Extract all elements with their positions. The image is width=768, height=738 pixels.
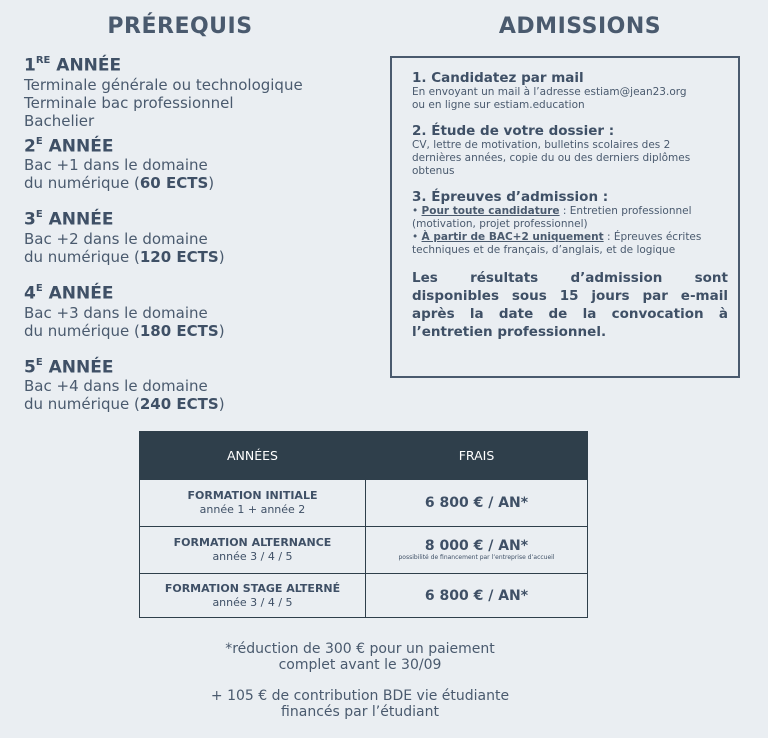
formation-name: FORMATION STAGE ALTERNÉ	[164, 581, 341, 595]
table-row	[140, 574, 588, 618]
price-cell	[366, 480, 588, 527]
year-3-line: Bac +2 dans le domaine	[24, 229, 208, 248]
step-3-bullet: • À partir de BAC+2 uniquement : Épreuves écrites	[412, 231, 702, 243]
fees-header-row	[140, 432, 588, 480]
formation-years: année 3 / 4 / 5	[212, 550, 293, 563]
admission-results-note: Les résultats d’admission sont disponibles sous 15 jours par e-mail après la date de la convocation à l’entretien professionnel.	[412, 270, 728, 340]
year-3-line: du numérique (120 ECTS)	[24, 247, 225, 266]
step-2-title: 2. Étude de votre dossier :	[412, 123, 615, 139]
year-1-line: Bachelier	[24, 111, 95, 130]
price-value: 6 800 € / AN*	[424, 495, 529, 511]
step-3	[412, 189, 728, 257]
step-3-title: 3. Épreuves d’admission :	[412, 189, 609, 205]
step-1-text: ou en ligne sur estiam.education	[412, 99, 585, 111]
year-5-heading: $5^E$ ANNÉE	[24, 356, 114, 378]
year-4-block	[24, 280, 364, 340]
price-cell	[366, 574, 588, 618]
year-3-heading: $3^E$ ANNÉE	[24, 209, 114, 230]
table-row	[140, 527, 588, 574]
formation-cell	[140, 480, 366, 527]
step-2-text: dernières années, copie du ou des derniers diplômes	[412, 152, 691, 164]
step-3-text: (motivation, projet professionnel)	[412, 218, 588, 230]
formation-cell	[140, 527, 366, 574]
col-years-header: ANNÉES	[140, 432, 366, 480]
formation-years: année 3 / 4 / 5	[212, 595, 293, 609]
step-1-title: 1. Candidatez par mail	[412, 70, 584, 86]
year-4-line: Bac +3 dans le domaine	[24, 303, 208, 322]
year-4-line: du numérique (180 ECTS)	[24, 321, 225, 340]
formation-years: année 1 + année 2	[199, 503, 306, 516]
year-1-line: Terminale générale ou technologique	[24, 75, 303, 94]
year-2-line: Bac +1 dans le domaine	[24, 156, 208, 175]
step-1	[412, 70, 728, 112]
year-2-line: du numérique (60 ECTS)	[24, 174, 215, 193]
step-3-text: techniques et de français, d’anglais, et de logique	[412, 244, 676, 256]
year-1-block	[24, 52, 364, 130]
year-2-block	[24, 133, 364, 193]
year-3-block	[24, 206, 364, 266]
prerequis-title: PRÉREQUIS	[107, 14, 253, 39]
step-1-text: En envoyant un mail à l’adresse estiam@jean23.org	[412, 86, 687, 98]
price-value: 8 000 € / AN*	[424, 538, 529, 554]
year-1-heading: 1RE ANNÉE	[24, 55, 122, 76]
step-2	[412, 123, 728, 178]
formation-name: FORMATION INITIALE	[187, 489, 318, 502]
price-cell	[366, 527, 588, 574]
year-1-line: Terminale bac professionnel	[24, 93, 234, 112]
year-5-line: Bac +4 dans le domaine	[24, 377, 208, 396]
prerequis-section	[24, 52, 364, 413]
year-5-line: du numérique (240 ECTS)	[24, 395, 225, 414]
fees-table	[139, 431, 588, 618]
step-2-text: obtenus	[412, 165, 455, 177]
year-2-heading: $2^E$ ANNÉE	[24, 135, 114, 157]
footnote-bde: + 105 € de contribution BDE vie étudiante financés par l’étudiant	[210, 688, 510, 720]
admissions-title: ADMISSIONS	[498, 14, 662, 39]
table-row	[140, 480, 588, 527]
year-5-block	[24, 354, 364, 414]
footnote-discount: *réduction de 300 € pour un paiement complet avant le 30/09	[225, 641, 495, 673]
step-3-bullet: • Pour toute candidature : Entretien professionnel	[412, 205, 692, 217]
col-fees-header: FRAIS	[366, 432, 588, 480]
formation-cell	[140, 574, 366, 618]
price-note: possibilité de financement par l’entreprise d’accueil	[398, 554, 555, 561]
step-2-text: CV, lettre de motivation, bulletins scolaires des 2	[412, 139, 671, 151]
price-value: 6 800 € / AN*	[424, 587, 529, 604]
formation-name: FORMATION ALTERNANCE	[173, 536, 332, 549]
admissions-box	[390, 56, 740, 378]
year-4-heading: $4^E$ ANNÉE	[24, 282, 114, 304]
